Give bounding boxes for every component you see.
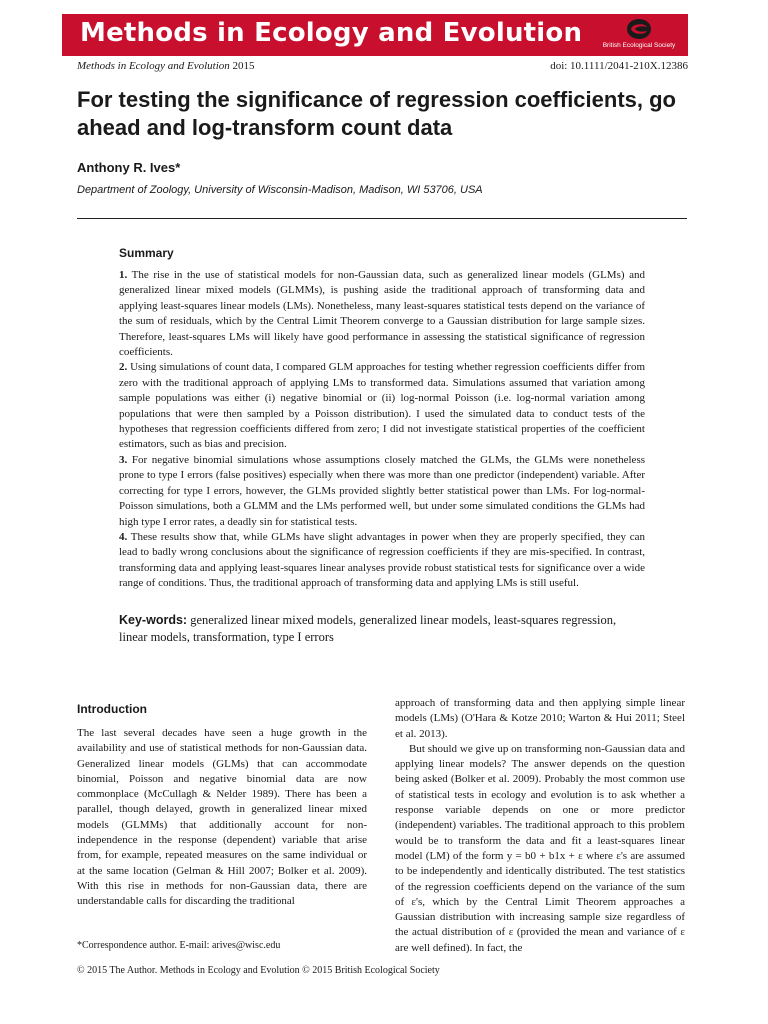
summary-item xyxy=(119,453,645,530)
body-column-right xyxy=(395,696,685,956)
keywords-label: Key-words: xyxy=(119,613,188,627)
header-divider xyxy=(77,218,687,219)
article-title: For testing the significance of regression coefficients, go ahead and log-transform count data xyxy=(77,87,676,140)
summary-item-text: For negative binomial simulations whose assumptions closely matched the GLMs, the GLMs were nonetheless prone to type I errors (false positives) especially when there was more than one predictor (independent) variable. After correcting for type I errors, however, the GLMs provided slightly better statistical power than LMs. For log-normal-Poisson simulations, both a GLMM and the LMs performed well, but under some simulated conditions the GLMs had high type I error rates, a deadly sin for statistical tests. xyxy=(119,453,645,528)
summary-item-number: 1. xyxy=(119,269,128,281)
intro-paragraph: But should we give up on transforming non-Gaussian data and applying linear models? The answer depends on the question being asked (Bolker et al. 2009). Probably the most common use of statistical tests in ecology and evolution is to ask whether a response variable depends on one or more predictor (independent) variables. The traditional approach to this problem would be to transform the data and fit a least-squares linear model (LM) of the form y = b0 + b1x + ε where ε's are assumed to be independently and identically distributed. The test statistics of the regression coefficients depend on the variance of the sum of ε's, which by the Central Limit Theorem approaches a Gaussian distribution with increasing sample size regardless of the actual distribution of ε (provided the mean and variance of ε are well defined). In fact, the xyxy=(395,742,685,954)
summary-item-text: The rise in the use of statistical models for non-Gaussian data, such as generalized linear models (GLMs) and generalized linear mixed models (GLMMs), is pushing aside the traditional approach of transforming data and applying least-squares linear models (LMs). Nonetheless, many least-squares statistical tests depend on the variance of the sum of residuals, which by the Central Limit Theorem converge to a Gaussian distribution for large sample sizes. Therefore, least-squares LMs will likely have good performance in assessing the statistical significance of regression coefficients. xyxy=(119,269,645,359)
summary-item xyxy=(119,530,645,592)
summary-item xyxy=(119,268,645,360)
society-name: British Ecological Society xyxy=(602,42,676,49)
society-logo xyxy=(600,17,678,49)
keywords xyxy=(119,612,645,646)
keywords-text: generalized linear mixed models, generalized linear models, least-squares regression, linear models, transformation, type I errors xyxy=(119,613,617,644)
introduction-heading: Introduction xyxy=(77,702,147,716)
intro-paragraph: The last several decades have seen a huge growth in the availability and use of statistical methods for non-Gaussian data. Generalized linear models (GLMs) that can accommodate binomial, Poisson and negative binomial data are now commonplace (McCullagh & Nelder 1989). There has been a parallel, though delayed, growth in generalized linear mixed models (GLMMs) that additionally account for non-independence in the response (dependent) variable that arise from, for example, repeated measures on the same individual or at the same location (Gelman & Hill 2007; Bolker et al. 2009). With this rise in methods for non-Gaussian data, there are understandable calls for discarding the traditional xyxy=(77,727,367,908)
copyright-line: © 2015 The Author. Methods in Ecology and Evolution © 2015 British Ecological Society xyxy=(77,965,440,976)
summary-item-text: Using simulations of count data, I compared GLM approaches for testing whether regression coefficients differ from zero with the traditional approach of applying LMs to transformed data. Simulations assumed that variation among sample populations was either (i) negative binomial or (ii) log-normal Poisson (i.e. log-normal variation among populations that were then sampled by a Poisson distribution). I used the simulated data to conduct tests of the hypotheses that regression coefficients differed from zero; I did not investigate statistical properties of the coefficient estimators, such as bias and precision. xyxy=(119,361,646,451)
correspondence-footnote: *Correspondence author. E-mail: arives@wisc.edu xyxy=(77,940,281,951)
body-column-left xyxy=(77,726,367,910)
summary-heading: Summary xyxy=(119,246,174,260)
intro-paragraph: approach of transforming data and then applying simple linear models (LMs) (O'Hara & Kotze 2010; Warton & Hui 2011; Steel et al. 2013). xyxy=(395,697,685,740)
bes-logo-icon xyxy=(625,17,653,41)
summary-item-number: 3. xyxy=(119,453,128,466)
summary-item-text: These results show that, while GLMs have slight advantages in power when they are properly specified, they can lead to badly wrong conclusions about the significance of regression coefficients if they are mis-specified. In contrast, transforming data and applying least-squares linear analyses provide robust statistical tests for significance over a wide range of conditions. Thus, the traditional approach of transforming data and applying LMs is still useful. xyxy=(119,530,645,590)
summary-item-number: 4. xyxy=(119,530,128,543)
journal-banner xyxy=(62,14,688,56)
running-journal-name: Methods in Ecology and Evolution xyxy=(77,60,230,72)
author-name: Anthony R. Ives* xyxy=(77,160,181,175)
summary-body xyxy=(119,268,645,592)
running-head-doi[interactable]: doi: 10.1111/2041-210X.12386 xyxy=(550,60,688,72)
running-year: 2015 xyxy=(232,60,255,72)
journal-banner-title: Methods in Ecology and Evolution xyxy=(80,18,583,48)
running-head-journal xyxy=(77,60,255,72)
summary-item-number: 2. xyxy=(119,361,128,374)
author-affiliation: Department of Zoology, University of Wisconsin-Madison, Madison, WI 53706, USA xyxy=(77,184,483,196)
summary-item xyxy=(119,360,645,452)
